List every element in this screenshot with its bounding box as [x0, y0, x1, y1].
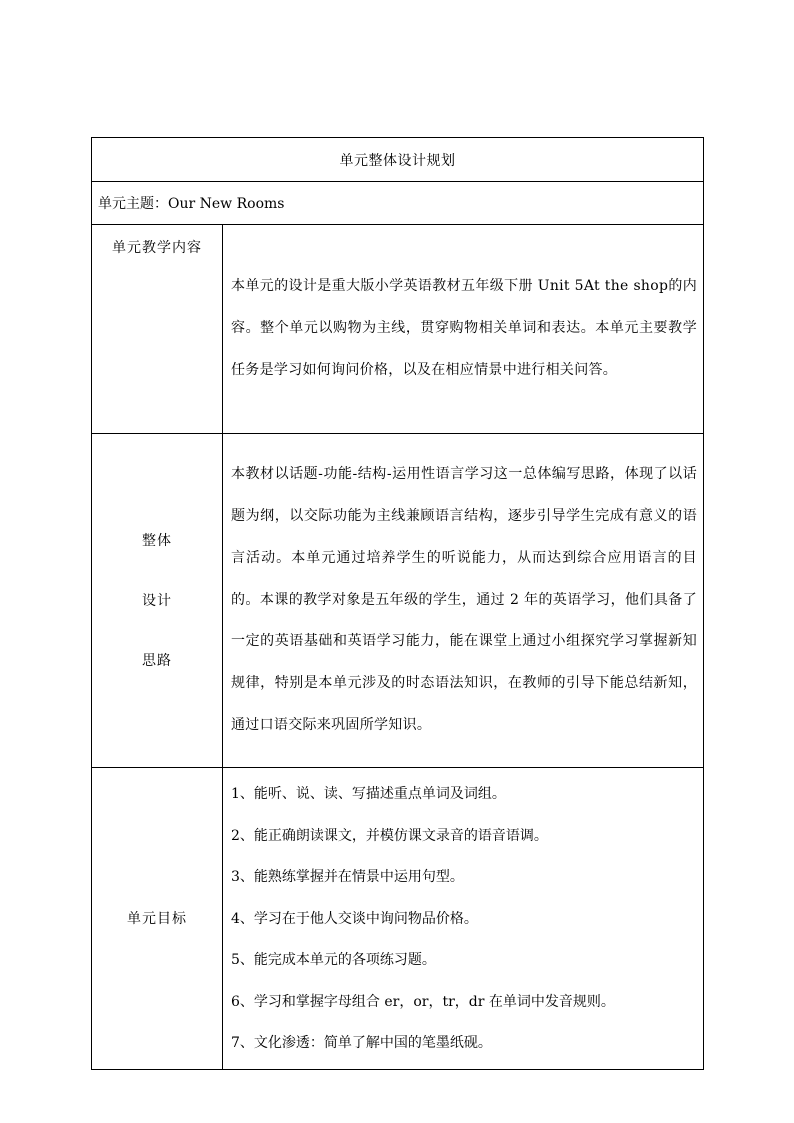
teaching-content-text [223, 225, 704, 434]
unit-theme-label: 单元主题： [98, 196, 168, 212]
design-idea-label-line-1: 整体 [142, 532, 172, 549]
design-idea-paragraph: 本教材以话题-功能-结构-运用性语言学习这一总体编写思路，体现了以话题为纲，以交际功能为主线兼顾语言结构，逐步引导学生完成有意义的语言活动。本单元通过培养学生的听说能力，从而达到综合应用语言的目的。本课的教学对象是五年级的学生，通过 2 年的英语学习，他们具备了一定的英语基础和英语学习能力，能在课堂上通过小组探究学习掌握新知规律，特别是本单元涉及的时态语法知识，在教师的引导下能总结新知，通过口语交际来巩固所学知识。 [231, 466, 697, 733]
goal-item: 6、学习和掌握字母组合 er，or，tr，dr 在单词中发音规则。 [231, 993, 615, 1010]
unit-goals-row [92, 768, 704, 1070]
goal-item: 2、能正确朗读课文，并模仿课文录音的语音语调。 [231, 827, 548, 844]
table-title: 单元整体设计规划 [92, 138, 704, 182]
goal-item: 5、能完成本单元的各项练习题。 [231, 952, 436, 968]
goal-item: 4、学习在于他人交谈中询问物品价格。 [231, 910, 478, 927]
unit-goals-list [223, 768, 704, 1070]
unit-goals-label: 单元目标 [92, 768, 223, 1070]
theme-row [92, 182, 704, 225]
teaching-content-paragraph: 本单元的设计是重大版小学英语教材五年级下册 Unit 5At the shop的内容。整个单元以购物为主线，贯穿购物相关单词和表达。本单元主要教学任务是学习如何询问价格，以及在相应情景中进行相关问答。 [231, 278, 697, 378]
design-idea-label-line-3: 思路 [142, 652, 172, 669]
unit-theme [92, 182, 704, 225]
goal-item: 1、能听、说、读、写描述重点单词及词组。 [231, 786, 506, 802]
goal-item: 3、能熟练掌握并在情景中运用句型。 [231, 869, 464, 885]
unit-theme-value: Our New Rooms [168, 196, 285, 212]
design-idea-row [92, 434, 704, 768]
title-row [92, 138, 704, 182]
design-idea-text [223, 434, 704, 768]
unit-plan-table [91, 137, 704, 1070]
teaching-content-row [92, 225, 704, 434]
teaching-content-label: 单元教学内容 [92, 225, 223, 434]
design-idea-label-line-2: 设计 [142, 592, 172, 609]
design-idea-label [92, 434, 223, 768]
goal-item: 7、文化渗透：简单了解中国的笔墨纸砚。 [231, 1035, 492, 1051]
